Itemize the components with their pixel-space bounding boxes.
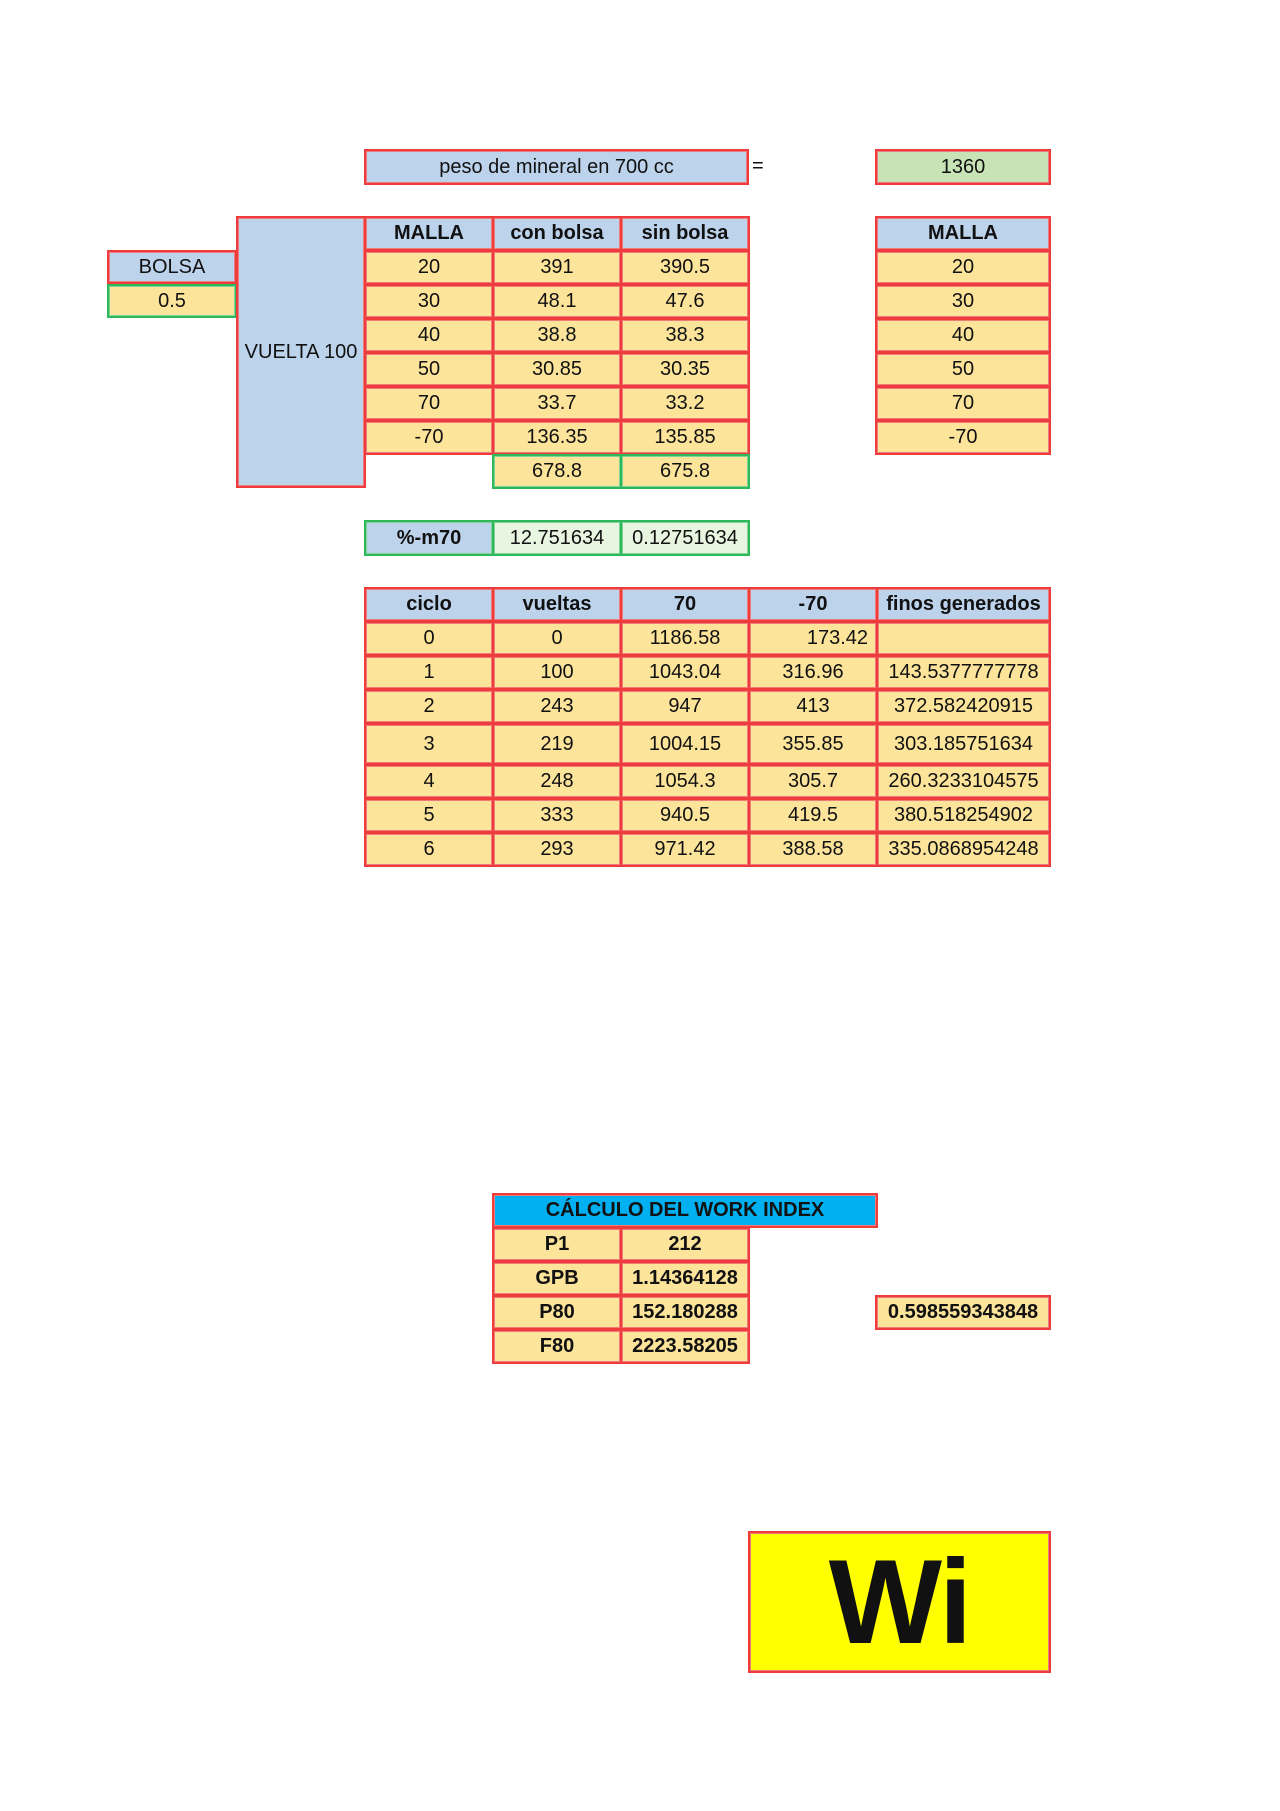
mesh-header-con-bolsa: con bolsa: [492, 216, 622, 251]
table-cell: 260.3233104575: [876, 764, 1051, 799]
table-cell: 380.518254902: [876, 798, 1051, 833]
table-cell: 388.58: [748, 832, 878, 867]
cycle-header-70: 70: [620, 587, 750, 622]
table-cell: 1054.3: [620, 764, 750, 799]
table-cell: 50: [364, 352, 494, 387]
table-cell: 1186.58: [620, 621, 750, 656]
table-cell: 248: [492, 764, 622, 799]
list-item: 30: [875, 284, 1051, 319]
table-cell: 355.85: [748, 723, 878, 765]
list-item: 40: [875, 318, 1051, 353]
table-cell: 305.7: [748, 764, 878, 799]
mesh-list-header: MALLA: [875, 216, 1051, 251]
work-index-param-label: F80: [492, 1329, 622, 1364]
work-index-param-value: 1.14364128: [620, 1261, 750, 1296]
table-cell: 135.85: [620, 420, 750, 455]
table-cell: -70: [364, 420, 494, 455]
mesh-header-sin-bolsa: sin bolsa: [620, 216, 750, 251]
work-index-param-value: 152.180288: [620, 1295, 750, 1330]
bolsa-value: 0.5: [107, 284, 237, 318]
total-con-bolsa: 678.8: [492, 454, 622, 489]
table-cell: 30.85: [492, 352, 622, 387]
cycle-header-minus70: -70: [748, 587, 878, 622]
table-cell: 1: [364, 655, 494, 690]
table-cell: 0: [364, 621, 494, 656]
work-index-param-label: P80: [492, 1295, 622, 1330]
work-index-side-value: 0.598559343848: [875, 1295, 1051, 1330]
table-cell: 1043.04: [620, 655, 750, 690]
table-cell: 940.5: [620, 798, 750, 833]
table-cell: 372.582420915: [876, 689, 1051, 724]
table-cell: 33.2: [620, 386, 750, 421]
cycle-header-finos: finos generados: [876, 587, 1051, 622]
table-cell: 38.3: [620, 318, 750, 353]
work-index-param-value: 212: [620, 1227, 750, 1262]
pct-m70-label: %-m70: [364, 520, 494, 556]
vuelta-label: VUELTA 100: [236, 216, 366, 488]
table-cell: 335.0868954248: [876, 832, 1051, 867]
equals-sign: =: [752, 155, 764, 177]
table-cell: 243: [492, 689, 622, 724]
wi-result-box: Wi: [748, 1531, 1051, 1673]
total-sin-bolsa: 675.8: [620, 454, 750, 489]
list-item: -70: [875, 420, 1051, 455]
table-cell: 303.185751634: [876, 723, 1051, 765]
table-cell: 413: [748, 689, 878, 724]
mineral-weight-value: 1360: [875, 149, 1051, 185]
table-cell: 6: [364, 832, 494, 867]
table-cell: 100: [492, 655, 622, 690]
work-index-param-value: 2223.58205: [620, 1329, 750, 1364]
table-cell: 40: [364, 318, 494, 353]
table-cell: 316.96: [748, 655, 878, 690]
bolsa-label: BOLSA: [107, 250, 237, 284]
table-cell: 419.5: [748, 798, 878, 833]
table-cell: 136.35: [492, 420, 622, 455]
work-index-title: CÁLCULO DEL WORK INDEX: [492, 1193, 878, 1228]
work-index-param-label: GPB: [492, 1261, 622, 1296]
table-cell: 33.7: [492, 386, 622, 421]
table-cell: 20: [364, 250, 494, 285]
table-cell: 333: [492, 798, 622, 833]
pct-m70-value: 12.751634: [492, 520, 622, 556]
pct-m70-fraction: 0.12751634: [620, 520, 750, 556]
table-cell: 3: [364, 723, 494, 765]
table-cell: 0: [492, 621, 622, 656]
table-cell: 70: [364, 386, 494, 421]
cycle-header-vueltas: vueltas: [492, 587, 622, 622]
table-cell: 293: [492, 832, 622, 867]
table-cell: 38.8: [492, 318, 622, 353]
table-cell: 947: [620, 689, 750, 724]
mineral-weight-label: peso de mineral en 700 cc: [364, 149, 749, 185]
list-item: 70: [875, 386, 1051, 421]
table-cell: 390.5: [620, 250, 750, 285]
table-cell: [876, 621, 1051, 656]
table-cell: 391: [492, 250, 622, 285]
list-item: 20: [875, 250, 1051, 285]
table-cell: 971.42: [620, 832, 750, 867]
table-cell: 2: [364, 689, 494, 724]
cycle-header-ciclo: ciclo: [364, 587, 494, 622]
table-cell: 173.42: [748, 621, 878, 656]
table-cell: 1004.15: [620, 723, 750, 765]
work-index-param-label: P1: [492, 1227, 622, 1262]
table-cell: 4: [364, 764, 494, 799]
table-cell: 5: [364, 798, 494, 833]
table-cell: 30.35: [620, 352, 750, 387]
table-cell: 48.1: [492, 284, 622, 319]
table-cell: 30: [364, 284, 494, 319]
table-cell: 219: [492, 723, 622, 765]
table-cell: 143.5377777778: [876, 655, 1051, 690]
mesh-header-malla: MALLA: [364, 216, 494, 251]
table-cell: 47.6: [620, 284, 750, 319]
list-item: 50: [875, 352, 1051, 387]
